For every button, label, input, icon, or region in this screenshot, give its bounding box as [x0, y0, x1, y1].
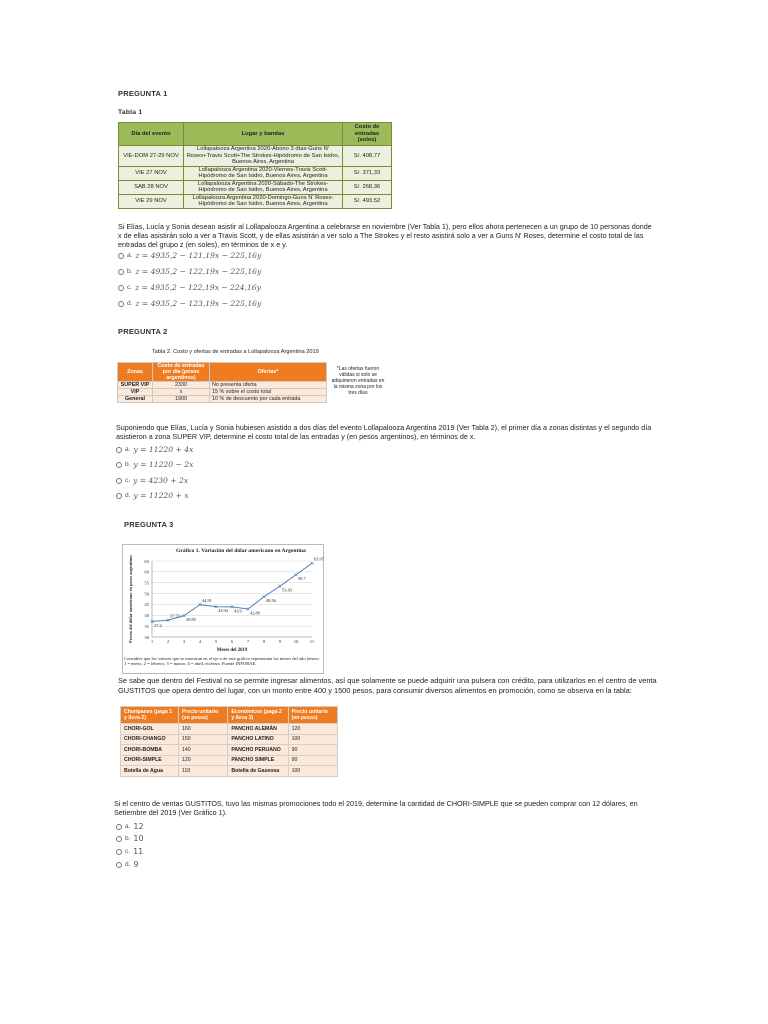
q1-option-b[interactable]	[118, 267, 261, 276]
q2-option-b[interactable]	[116, 460, 193, 469]
option-letter: b.	[127, 268, 133, 275]
q1-option-c[interactable]	[118, 283, 261, 292]
data-label: 63.97	[314, 556, 324, 562]
table-cell: 90	[288, 745, 337, 756]
table-cell: Botella de Gaseosa	[228, 766, 288, 777]
radio-button[interactable]	[118, 285, 124, 291]
table-cell-day: VIE 29 NOV	[119, 194, 184, 208]
radio-button[interactable]	[118, 253, 124, 259]
table-row	[119, 180, 392, 194]
table-cell-zone: SUPER VIP	[118, 382, 153, 389]
radio-button[interactable]	[116, 493, 122, 499]
x-axis-label: Meses del 2019	[216, 648, 248, 653]
option-letter: c.	[127, 284, 133, 291]
table-cell-zone: General	[118, 396, 153, 403]
q3-option-c[interactable]	[116, 847, 143, 856]
x-tick-label: 10	[293, 639, 299, 644]
table-cell: PANCHO ALEMÁN	[228, 724, 288, 735]
table-row	[121, 734, 338, 745]
table-cell: 140	[178, 745, 227, 756]
option-text: y = 11220 + 4x	[133, 445, 194, 454]
table-cell: PANCHO LATINO	[228, 734, 288, 745]
q3-option-d[interactable]	[116, 860, 139, 869]
table-cell-place: Lollapalooza Argentina 2020-Abono 3 días-Guns N' Roses+Travis Scott+The Strokes-Hipódromo de San Isidro, Buenos Aires, Argentina	[184, 146, 343, 167]
table-1-header-cost: Costo de entradas (soles)	[343, 123, 392, 146]
q2-option-d[interactable]	[116, 491, 189, 500]
table-row	[119, 146, 392, 167]
option-letter: d.	[127, 300, 133, 307]
radio-button[interactable]	[116, 447, 122, 453]
radio-button[interactable]	[116, 849, 122, 855]
table-1-label: Tabla 1	[118, 109, 143, 116]
question-3-text: Si el centro de ventas GUSTITOS, tuvo las mismas promociones todo el 2019, determine la cantidad de CHORI-SIMPLE que se pueden comprar con 12 dólares, en Setiembre del 2019 (Ver Gráfico 1).	[114, 799, 638, 817]
x-tick-label: 4	[198, 639, 202, 644]
question-1-text: Si Elías, Lucía y Sonia desean asistir al Lollapalooza Argentina a celebrarse en noviembre (Ver Tabla 1), pero ellos ahora pertenecen a un grupo de 10 personas donde x de ellas asistirán solo a ver a Travis Scott, y de ellas asistirán a ver solo a The Strokes y el resto asistirá solo a ver a Guns N' Roses, determine el costo total de las entradas del grupo z (en soles), en términos de x e y.	[118, 222, 652, 249]
table-1-header-place: Lugar y bandas	[184, 123, 343, 146]
table-cell-zone: VIP	[118, 389, 153, 396]
table-cell-place: Lollapalooza Argentina 2020-Domingo-Guns N' Roses-Hipódromo de San Isidro, Buenos Aires, Argentina	[184, 194, 343, 208]
option-letter: a.	[125, 446, 131, 453]
y-tick-label: 40	[144, 613, 149, 619]
data-label: 53.43	[282, 587, 292, 593]
table-cell-cost: 2330	[153, 382, 210, 389]
table-cell: 160	[178, 724, 227, 735]
option-text: 12	[133, 822, 144, 831]
table-cell-cost: 1900	[153, 396, 210, 403]
data-point	[263, 595, 266, 598]
option-letter: a.	[127, 252, 133, 259]
table-cell-cost: x	[153, 389, 210, 396]
q2-option-c[interactable]	[116, 476, 188, 485]
table-row	[119, 194, 392, 208]
data-label: 43.9	[234, 608, 242, 614]
data-label: 42.89	[250, 610, 260, 616]
option-letter: b.	[125, 461, 131, 468]
chart-caption: Considere que los valores que se muestran en el eje x de este gráfico representan los meses del año (enero: 1 = enero, 2 = febrero, 3 = marzo, 4 = abril, etcétera. Fuente INFOBAE.	[124, 656, 320, 667]
x-tick-label: 3	[182, 639, 186, 644]
table-cell: CHORI-CHANGO	[121, 734, 179, 745]
q3-option-a[interactable]	[116, 822, 144, 831]
table-cell-day: VIE-DOM 27-29 NOV	[119, 146, 184, 167]
table-2-header-offer: Ofertas*	[210, 363, 327, 382]
table-2-note: *Las ofertas fueron válidas si solo se adquirieron entradas en la misma zona por los tres días	[331, 366, 385, 396]
table-cell-offer: 15 % sobre el costo total	[210, 389, 327, 396]
y-tick-label: 60	[144, 569, 149, 575]
food-table	[120, 706, 338, 777]
table-cell: 150	[178, 734, 227, 745]
radio-button[interactable]	[116, 462, 122, 468]
data-point	[279, 585, 282, 588]
radio-button[interactable]	[118, 301, 124, 307]
table-cell: PANCHO PERUANO	[228, 745, 288, 756]
question-2-title: PREGUNTA 2	[118, 327, 168, 336]
question-3-title: PREGUNTA 3	[124, 520, 174, 529]
q1-option-a[interactable]	[118, 251, 261, 260]
table-row	[118, 396, 327, 403]
question-3-intro: Se sabe que dentro del Festival no se permite ingresar alimentos, así que solamente se puede adquirir una pulsera con crédito, para utilizarlos en el centro de venta GUSTITOS que opera dentro del lugar, con un monto entre 400 y 1500 pesos, para consumir diversos alimentos en promoción, como se observa en la tabla:	[118, 676, 657, 695]
question-2-text: Suponiendo que Elías, Lucía y Sonia hubiesen asistido a dos días del evento Lollapalooza Argentina 2019 (Ver Tabla 2), el primer día a zonas distintas y el segundo día asistieron a zona SUPER VIP, determine el costo total de las entradas y (en pesos argentinos), en términos de x.	[116, 423, 652, 441]
data-point	[311, 562, 314, 565]
radio-button[interactable]	[116, 836, 122, 842]
table-row	[121, 745, 338, 756]
option-text: y = 11220 + x	[133, 491, 189, 500]
table-cell-day: SAB 28 NOV	[119, 180, 184, 194]
option-letter: b.	[125, 835, 131, 842]
table-row	[118, 389, 327, 396]
table-cell-cost: S/. 371,33	[343, 166, 392, 180]
option-text: y = 4230 + 2x	[133, 476, 189, 485]
food-header-economicos: Económicos (paga 2 y lleva 3)	[228, 707, 288, 724]
table-2-header-zone: Zonas	[118, 363, 153, 382]
x-tick-label: 1	[150, 639, 154, 644]
chart-title: Gráfico 1. Variación del dólar americano en Argentina	[176, 548, 306, 554]
table-cell-place: Lollapalooza Argentina 2020-Sábado-The Strokes-Hipódromo de San Isidro, Buenos Aires, Argentina	[184, 180, 343, 194]
y-axis-label: Precio del dólar americano en pesos argentinos	[128, 555, 133, 643]
x-tick-label: 9	[278, 639, 282, 644]
radio-button[interactable]	[116, 862, 122, 868]
table-cell: 120	[178, 755, 227, 766]
table-1	[118, 122, 392, 209]
table-cell: PANCHO SIMPLE	[228, 755, 288, 766]
x-tick-label: 7	[246, 639, 250, 644]
table-cell-cost: S/. 493,52	[343, 194, 392, 208]
data-label: 37.2	[154, 622, 162, 628]
table-cell-day: VIE 27 NOV	[119, 166, 184, 180]
radio-button[interactable]	[118, 269, 124, 275]
question-1-title: PREGUNTA 1	[118, 89, 168, 98]
q1-option-d[interactable]	[118, 299, 261, 308]
option-letter: c.	[125, 848, 131, 855]
table-2-caption: Tabla 2. Costo y ofertas de entradas a Lollapalooza Argentina 2019	[152, 349, 319, 355]
option-text: 11	[133, 847, 144, 856]
x-tick-label: 2	[166, 639, 170, 644]
option-letter: d.	[125, 492, 131, 499]
table-row	[118, 382, 327, 389]
option-text: z = 4935,2 − 123,19x − 225,16y	[135, 299, 262, 308]
data-label: 43.94	[218, 608, 228, 614]
data-label: 39.85	[186, 617, 196, 623]
y-tick-label: 35	[144, 623, 149, 629]
table-cell: 110	[178, 766, 227, 777]
table-cell-cost: S/. 268,36	[343, 180, 392, 194]
option-text: 10	[133, 834, 144, 843]
option-text: z = 4935,2 − 121,19x − 225,16y	[135, 251, 262, 260]
table-cell: 100	[288, 734, 337, 745]
table-row	[121, 766, 338, 777]
y-tick-label: 30	[144, 634, 149, 640]
data-label: 44.91	[202, 598, 212, 604]
food-header-price-1: Precio unitario (en pesos)	[178, 707, 227, 724]
table-cell-cost: S/. 408,77	[343, 146, 392, 167]
table-cell: 90	[288, 755, 337, 766]
table-cell: CHORI-GOL	[121, 724, 179, 735]
x-tick-label: 8	[262, 639, 266, 644]
data-label: 58.7	[298, 576, 306, 582]
table-1-header-day: Día del evento	[119, 123, 184, 146]
line-chart	[122, 555, 322, 655]
table-cell-place: Lollapalooza Argentina 2020-Viernes-Travis Scott-Hipódromo de San Isidro, Buenos Aires, Argentina	[184, 166, 343, 180]
table-row	[119, 166, 392, 180]
y-tick-label: 55	[144, 580, 149, 586]
table-cell: CHORI-SIMPLE	[121, 755, 179, 766]
table-cell-offer: 10 % de descuento por cada entrada	[210, 396, 327, 403]
option-letter: a.	[125, 823, 131, 830]
y-tick-label: 65	[144, 558, 149, 564]
y-tick-label: 50	[144, 591, 149, 597]
y-tick-label: 45	[144, 602, 149, 608]
table-cell: 100	[288, 766, 337, 777]
radio-button[interactable]	[116, 478, 122, 484]
food-header-choripanes: Choripanes (paga 1 y lleva 2)	[121, 707, 179, 724]
option-text: 9	[133, 860, 139, 869]
table-cell-offer: No presenta oferta	[210, 382, 327, 389]
option-text: y = 11220 − 2x	[133, 460, 194, 469]
table-cell: CHORI-BOMBA	[121, 745, 179, 756]
food-header-price-2: Precio unitario (en pesos)	[288, 707, 337, 724]
data-point	[295, 573, 298, 576]
radio-button[interactable]	[116, 824, 122, 830]
option-text: z = 4935,2 − 122,19x − 225,16y	[135, 267, 262, 276]
x-tick-label: 5	[214, 639, 218, 644]
q2-option-a[interactable]	[116, 445, 193, 454]
option-letter: c.	[125, 477, 131, 484]
table-cell: Botella de Agua	[121, 766, 179, 777]
data-label: 48.56	[266, 598, 276, 604]
table-row	[121, 755, 338, 766]
data-label: 37.72	[170, 613, 180, 619]
x-tick-label: 6	[230, 639, 234, 644]
table-2	[117, 362, 327, 403]
option-text: z = 4935,2 − 122,19x − 224,16y	[135, 283, 261, 292]
x-tick-label: 11	[309, 639, 315, 644]
table-cell: 120	[288, 724, 337, 735]
option-letter: d.	[125, 861, 131, 868]
table-row	[121, 724, 338, 735]
table-2-header-cost: Costo de entradas por día (pesos argentinos)	[153, 363, 210, 382]
q3-option-b[interactable]	[116, 834, 144, 843]
